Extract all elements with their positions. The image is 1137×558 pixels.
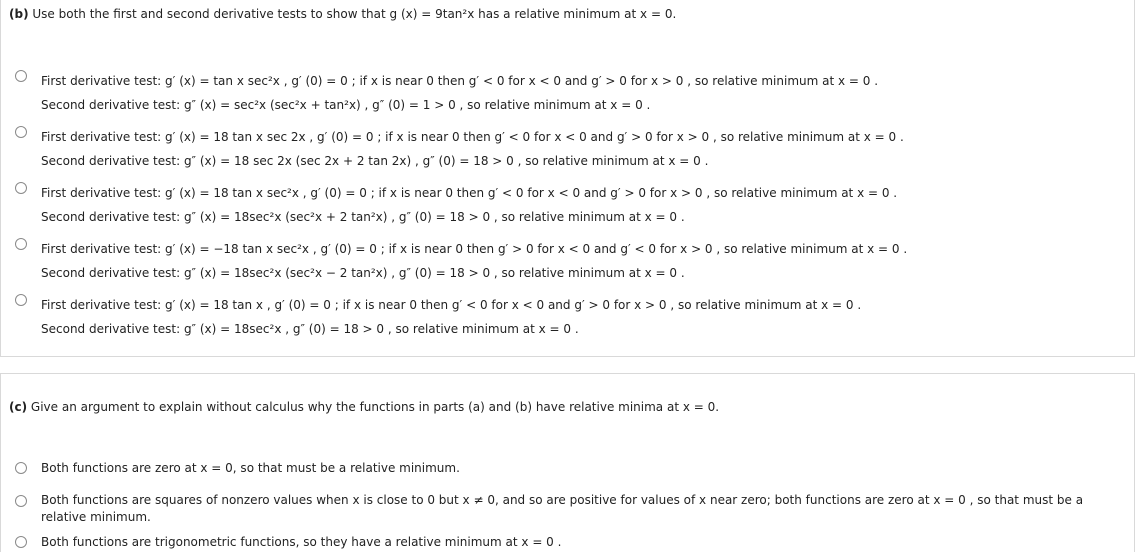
first-derivative-test-text: First derivative test: g′ (x) = −18 tan x sec²x , g′ (0) = 0 ; if x is near 0 then g′ > 0 for x < 0 and g′ < 0 for x > 0 , so relative minimum at x = 0 . xyxy=(41,242,908,256)
second-derivative-test-text: Second derivative test: g″ (x) = sec²x (sec²x + tan²x) , g″ (0) = 1 > 0 , so relative minimum at x = 0 . xyxy=(41,98,651,112)
part-b-question xyxy=(9,7,676,21)
part-c-panel xyxy=(0,373,1135,552)
second-derivative-test-text: Second derivative test: g″ (x) = 18sec²x (sec²x + 2 tan²x) , g″ (0) = 18 > 0 , so relative minimum at x = 0 . xyxy=(41,210,685,224)
radio-button[interactable] xyxy=(15,182,27,194)
second-derivative-test-text: Second derivative test: g″ (x) = 18 sec 2x (sec 2x + 2 tan 2x) , g″ (0) = 18 > 0 , so relative minimum at x = 0 . xyxy=(41,154,709,168)
option-text: Both functions are squares of nonzero values when x is close to 0 but x ≠ 0, and so are positive for values of x near zero; both functions are zero at x = 0 , so that must be a relative minimum. xyxy=(41,493,1084,524)
option-text: Both functions are trigonometric functions, so they have a relative minimum at x = 0 . xyxy=(41,535,562,549)
part-c-question xyxy=(9,400,719,414)
radio-button[interactable] xyxy=(15,238,27,250)
first-derivative-test-text: First derivative test: g′ (x) = 18 tan x , g′ (0) = 0 ; if x is near 0 then g′ < 0 for x < 0 and g′ > 0 for x > 0 , so relative minimum at x = 0 . xyxy=(41,298,862,312)
part-b-question-text: Use both the first and second derivative tests to show that g (x) = 9tan²x has a relative minimum at x = 0. xyxy=(32,7,677,21)
first-derivative-test-text: First derivative test: g′ (x) = tan x sec²x , g′ (0) = 0 ; if x is near 0 then g′ < 0 for x < 0 and g′ > 0 for x > 0 , so relative minimum at x = 0 . xyxy=(41,74,879,88)
radio-button[interactable] xyxy=(15,462,27,474)
second-derivative-test-text: Second derivative test: g″ (x) = 18sec²x , g″ (0) = 18 > 0 , so relative minimum at x = 0 . xyxy=(41,322,579,336)
radio-button[interactable] xyxy=(15,495,27,507)
radio-button[interactable] xyxy=(15,126,27,138)
radio-button[interactable] xyxy=(15,536,27,548)
first-derivative-test-text: First derivative test: g′ (x) = 18 tan x sec²x , g′ (0) = 0 ; if x is near 0 then g′ < 0 for x < 0 and g′ > 0 for x > 0 , so relative minimum at x = 0 . xyxy=(41,186,898,200)
part-b-label: (b) xyxy=(9,7,29,21)
second-derivative-test-text: Second derivative test: g″ (x) = 18sec²x (sec²x − 2 tan²x) , g″ (0) = 18 > 0 , so relative minimum at x = 0 . xyxy=(41,266,685,280)
radio-button[interactable] xyxy=(15,70,27,82)
first-derivative-test-text: First derivative test: g′ (x) = 18 tan x sec 2x , g′ (0) = 0 ; if x is near 0 then g′ < 0 for x < 0 and g′ > 0 for x > 0 , so relative minimum at x = 0 . xyxy=(41,130,904,144)
part-c-label: (c) xyxy=(9,400,28,414)
radio-button[interactable] xyxy=(15,294,27,306)
part-c-question-text: Give an argument to explain without calculus why the functions in parts (a) and (b) have relative minima at x = 0. xyxy=(30,400,720,414)
option-text: Both functions are zero at x = 0, so that must be a relative minimum. xyxy=(41,461,460,475)
